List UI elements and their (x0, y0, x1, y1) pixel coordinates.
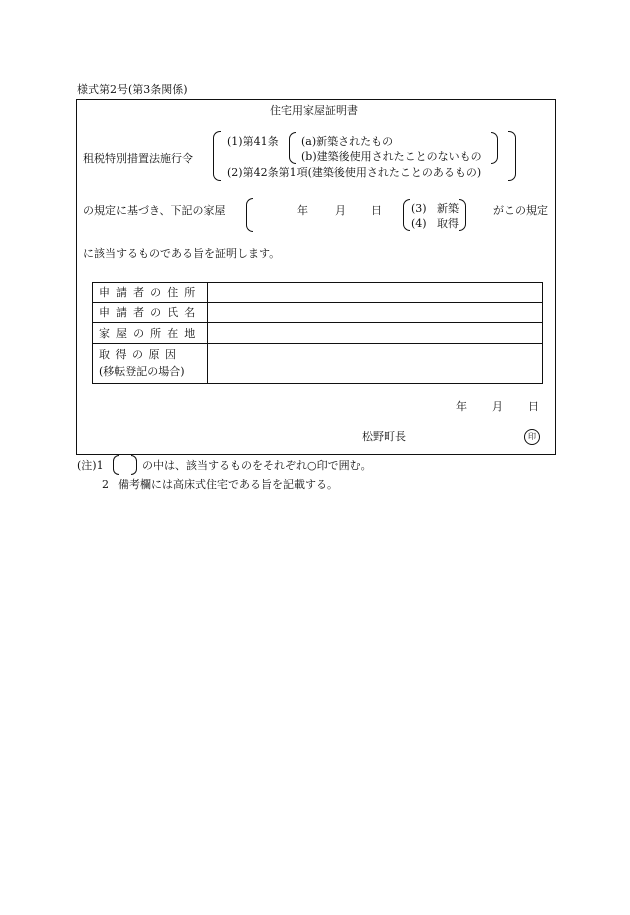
date-year: 年 (297, 204, 308, 217)
seal-icon: 印 (524, 429, 540, 445)
basis-text: の規定に基づき、下記の家屋 (83, 204, 226, 217)
option-4-number: (4) (411, 217, 427, 230)
bracket-right-inner (491, 132, 498, 164)
note-1-text: の中は、該当するものをそれぞれ○印で囲む。 (142, 459, 372, 472)
table-row (93, 323, 543, 344)
table-row (93, 283, 543, 303)
option-3-number: (3) (411, 202, 427, 215)
option-a: (a)新築されたもの (301, 135, 394, 148)
certify-text: に該当するものである旨を証明します。 (83, 247, 281, 260)
option-4-label: 取得 (437, 217, 459, 230)
issue-day: 日 (528, 400, 539, 413)
note-2-number: 2 (102, 478, 109, 491)
note-bracket-left (113, 455, 119, 475)
article-42: (2)第42条第1項(建築後使用されたことのあるもの) (227, 166, 482, 179)
row-label-main: 取得の原因 (99, 348, 182, 361)
note-2-text: 備考欄には高床式住宅である旨を記載する。 (118, 478, 338, 491)
bracket-left-inner (289, 132, 296, 164)
issue-month: 月 (492, 400, 503, 413)
option-b: (b)建築後使用されたことのないもの (301, 150, 482, 163)
date-month: 月 (335, 204, 346, 217)
row-label: 申請者の住所 (93, 283, 208, 303)
row-value-field[interactable] (208, 303, 543, 323)
note-1-prefix: (注)1 (77, 459, 104, 472)
issuer-name: 松野町長 (362, 430, 406, 443)
row-label (93, 344, 208, 384)
option-bracket-left (403, 199, 410, 231)
option-3-label: 新築 (437, 202, 459, 215)
row-value-field[interactable] (208, 344, 543, 384)
row-label: 家屋の所在地 (93, 323, 208, 344)
table-row (93, 344, 543, 384)
date-bracket-left (246, 198, 253, 232)
table-row (93, 303, 543, 323)
date-day: 日 (371, 204, 382, 217)
issue-year: 年 (456, 400, 467, 413)
law-name: 租税特別措置法施行令 (83, 152, 193, 165)
applicant-table (92, 282, 543, 384)
bracket-right-outer (508, 131, 516, 181)
bracket-left-outer (213, 131, 221, 181)
note-bracket-right (131, 455, 137, 475)
row-label-sub: (移転登記の場合) (99, 364, 185, 378)
row-label: 申請者の氏名 (93, 303, 208, 323)
form-number: 様式第2号(第3条関係) (77, 83, 188, 96)
option-bracket-right (459, 199, 466, 231)
row-value-field[interactable] (208, 323, 543, 344)
article-41: (1)第41条 (227, 135, 279, 148)
ga-kono-text: がこの規定 (493, 204, 548, 217)
row-value-field[interactable] (208, 283, 543, 303)
certificate-title: 住宅用家屋証明書 (270, 104, 358, 117)
